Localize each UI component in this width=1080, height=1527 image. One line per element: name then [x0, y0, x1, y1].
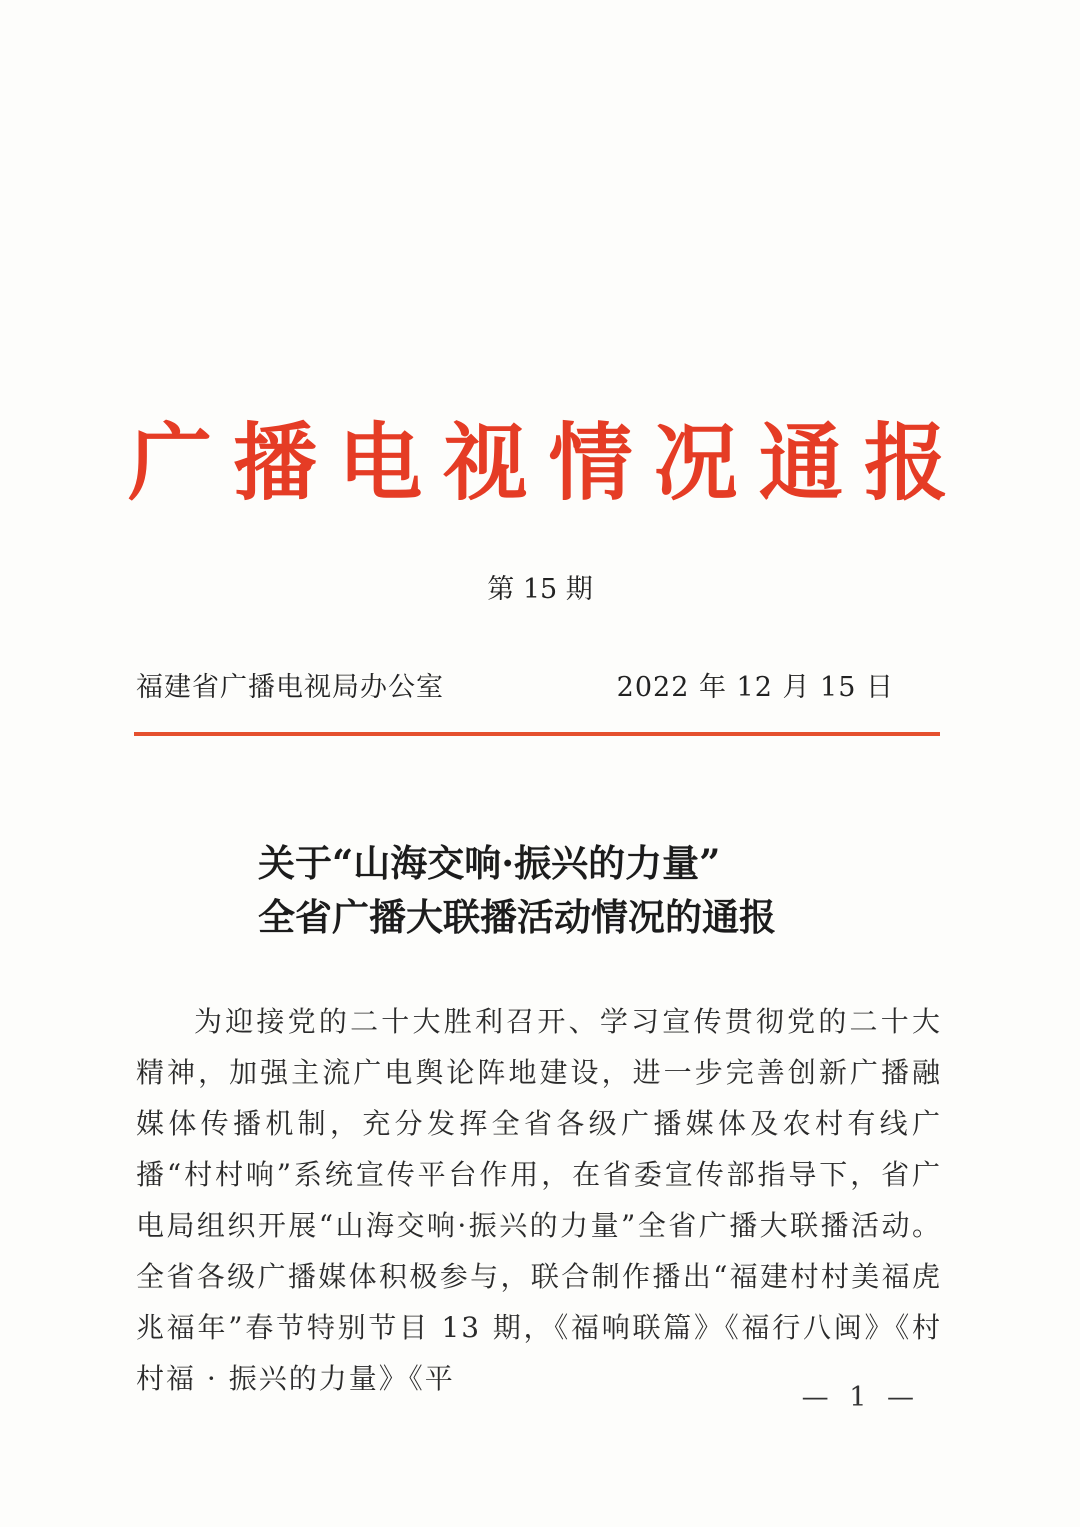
masthead-char: 情: [548, 413, 633, 512]
masthead-char: 电: [338, 413, 423, 512]
issue-number: 第 15 期: [487, 574, 593, 605]
document-title-line-1: 关于“山海交响·振兴的力量”: [258, 841, 721, 885]
document-title: [258, 836, 776, 944]
page-number: — 1 —: [801, 1382, 920, 1413]
masthead-char: 通: [758, 413, 843, 512]
masthead-char: 播: [233, 413, 318, 512]
body-paragraph: 为迎接党的二十大胜利召开、学习宣传贯彻党的二十大精神，加强主流广电舆论阵地建设，进一步完善创新广播融媒体传播机制，充分发挥全省各级广播媒体及农村有线广播“村村响”系统宣传平台作用，在省委宣传部指导下，省广电局组织开展“山海交响·振兴的力量”全省广播大联播活动。全省各级广播媒体积极参与，联合制作播出“福建村村美福虎兆福年”春节特别节目 13 期，《福响联篇》《福行八闽》《村村福 · 振兴的力量》《平: [136, 1005, 942, 1395]
masthead-char: 视: [443, 413, 528, 512]
red-divider-rule: [134, 732, 940, 736]
masthead-char: 况: [653, 413, 738, 512]
masthead-char: 报: [863, 413, 948, 512]
masthead-title: [128, 408, 948, 518]
masthead-char: 广: [128, 413, 213, 512]
document-title-line-2: 全省广播大联播活动情况的通报: [258, 895, 776, 939]
issue-date: 2022 年 12 月 15 日: [616, 672, 894, 703]
issuing-office: 福建省广播电视局办公室: [136, 672, 444, 703]
